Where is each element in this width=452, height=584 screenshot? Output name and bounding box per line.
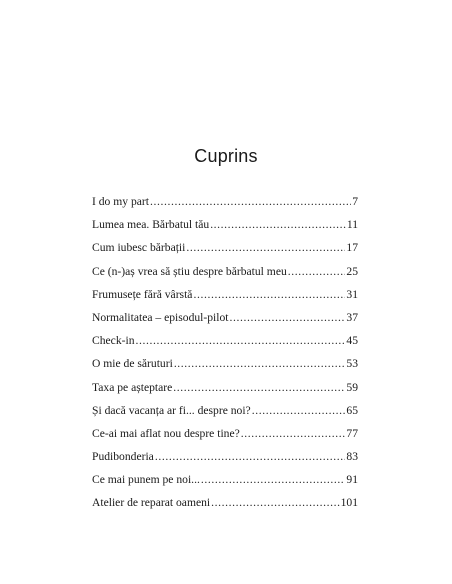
- toc-entry-title: Atelier de reparat oameni: [92, 496, 211, 510]
- toc-entry-page: 101: [340, 496, 358, 510]
- dot-leader: [186, 241, 345, 255]
- toc-entry-page: 59: [346, 380, 358, 394]
- toc-entry-page: 91: [346, 473, 358, 487]
- dot-leader: [230, 311, 346, 325]
- dot-leader: [211, 496, 339, 510]
- dot-leader: [252, 404, 346, 418]
- toc-entry-title: Taxa pe așteptare: [92, 380, 173, 394]
- toc-entry-page: 83: [346, 450, 358, 464]
- dot-leader: [201, 473, 346, 487]
- toc-entry: [92, 496, 358, 519]
- toc-entry-page: 77: [346, 426, 358, 440]
- toc-entry: [92, 381, 358, 404]
- toc-entry-title: Ce (n-)aș vrea să știu despre bărbatul meu: [92, 264, 287, 278]
- dot-leader: [210, 218, 346, 232]
- toc-entry: [92, 218, 358, 241]
- dot-leader: [155, 450, 346, 464]
- toc-entry: [92, 404, 358, 427]
- toc-entry: [92, 265, 358, 288]
- toc-entry: [92, 334, 358, 357]
- dot-leader: [150, 195, 351, 209]
- dot-leader: [136, 334, 346, 348]
- toc-entry-title: Normalitatea – episodul-pilot: [92, 310, 229, 324]
- toc-entry: [92, 357, 358, 380]
- toc-entry-title: I do my part: [92, 195, 149, 208]
- toc-entry-title: O mie de săruturi: [92, 357, 173, 371]
- toc-entry-title: Lumea mea. Bărbatul tău: [92, 218, 210, 232]
- table-of-contents: [92, 195, 358, 520]
- toc-entry-page: 45: [346, 334, 358, 348]
- toc-entry: [92, 427, 358, 450]
- dot-leader: [174, 357, 346, 371]
- toc-entry-page: 17: [346, 241, 358, 255]
- toc-entry-page: 53: [346, 357, 358, 371]
- toc-entry-title: Check-in: [92, 334, 135, 348]
- toc-entry-page: 25: [346, 264, 358, 278]
- page-title: Cuprins: [194, 146, 258, 166]
- toc-entry: [92, 311, 358, 334]
- toc-entry-page: 65: [346, 403, 358, 417]
- toc-entry-title: Cum iubesc bărbații: [92, 241, 186, 255]
- toc-entry-page: 7: [352, 195, 358, 208]
- toc-entry: [92, 288, 358, 311]
- toc-entry: [92, 473, 358, 496]
- dot-leader: [288, 265, 346, 279]
- dot-leader: [173, 381, 345, 395]
- dot-leader: [193, 288, 345, 302]
- toc-entry-title: Ce mai punem pe noi...: [92, 473, 200, 487]
- toc-entry: [92, 241, 358, 264]
- toc-entry-page: 11: [346, 218, 358, 232]
- toc-entry-title: Ce-ai mai aflat nou despre tine?: [92, 426, 240, 440]
- toc-entry-title: Și dacă vacanța ar fi... despre noi?: [92, 403, 251, 417]
- toc-entry: [92, 450, 358, 473]
- dot-leader: [241, 427, 346, 441]
- toc-entry-page: 37: [346, 310, 358, 324]
- toc-entry-title: Pudibonderia: [92, 450, 154, 464]
- toc-entry-page: 31: [346, 287, 358, 301]
- toc-entry-title: Frumusețe fără vârstă: [92, 287, 193, 301]
- toc-entry: [92, 195, 358, 218]
